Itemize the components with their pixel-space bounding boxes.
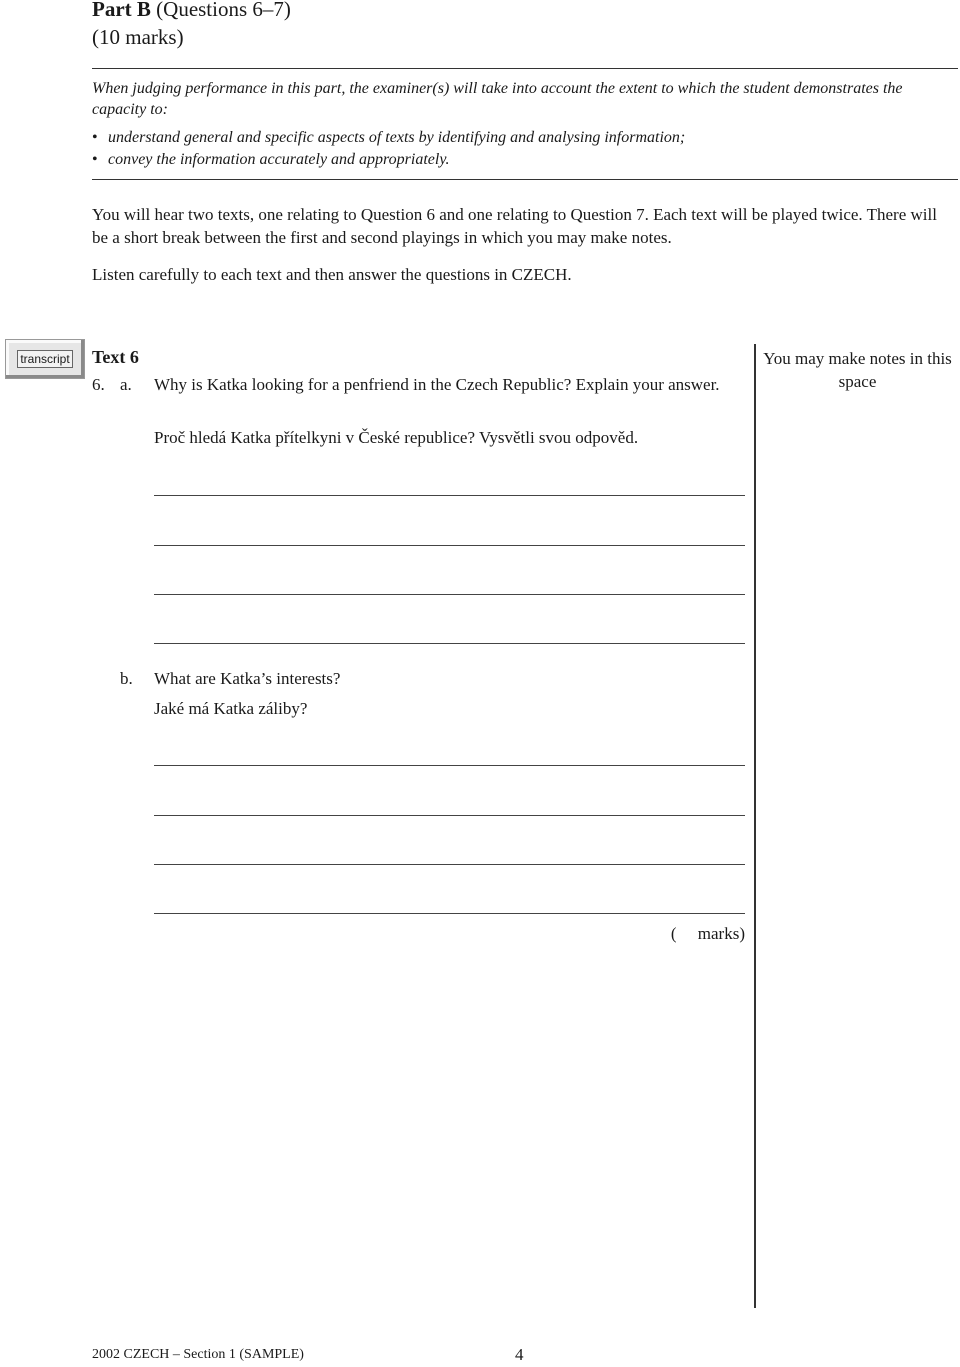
text-6-heading: Text 6 [92, 347, 139, 367]
answer-line[interactable] [154, 864, 745, 865]
questions-range: (Questions 6–7) [156, 0, 291, 21]
question-6a-czech: Proč hledá Katka přítelkyni v České republice? Vysvětli svou odpověd. [154, 428, 639, 447]
answer-line[interactable] [154, 545, 745, 546]
answer-line[interactable] [154, 815, 745, 816]
instructions-paragraph: You will hear two texts, one relating to Question 6 and one relating to Question 7. Each text will be played twice. There will be a short break between the first and second playings in which you may make notes. [92, 205, 937, 247]
criteria-bullet [92, 127, 685, 148]
divider-top [92, 68, 958, 69]
bullet-dot: • [92, 129, 98, 146]
answer-line[interactable] [154, 495, 745, 496]
notes-divider [754, 344, 756, 1308]
criteria-bullet-text: understand general and specific aspects of texts by identifying and analysing information; [108, 129, 686, 146]
marks-label: ( marks) [670, 924, 745, 943]
part-b-letter: b. [120, 669, 133, 688]
transcript-button[interactable] [5, 339, 85, 379]
criteria-intro: When judging performance in this part, the examiner(s) will take into account the extent to which the student demonstrates the capacity to: [92, 80, 903, 118]
bullet-dot: • [92, 151, 98, 168]
answer-line[interactable] [154, 594, 745, 595]
question-6b-czech: Jaké má Katka záliby? [154, 699, 308, 718]
criteria-bullet-text: convey the information accurately and appropriately. [108, 151, 450, 168]
part-label: Part B [92, 0, 151, 21]
question-6b-english: What are Katka’s interests? [154, 669, 341, 688]
answer-line[interactable] [154, 913, 745, 914]
part-title [92, 0, 291, 22]
instructions-listen: Listen carefully to each text and then answer the questions in CZECH. [92, 265, 572, 284]
notes-label: You may make notes in this space [763, 349, 952, 391]
criteria-bullet [92, 149, 450, 170]
answer-line[interactable] [154, 765, 745, 766]
question-number: 6. [92, 375, 105, 394]
divider-criteria [92, 179, 958, 180]
transcript-button-label: transcript [17, 350, 72, 368]
part-total-marks: (10 marks) [92, 25, 184, 49]
answer-line[interactable] [154, 643, 745, 644]
footer-source: 2002 CZECH – Section 1 (SAMPLE) [92, 1347, 304, 1362]
page-number: 4 [515, 1345, 524, 1364]
part-a-letter: a. [120, 375, 132, 394]
question-6a-english: Why is Katka looking for a penfriend in the Czech Republic? Explain your answer. [154, 375, 720, 394]
